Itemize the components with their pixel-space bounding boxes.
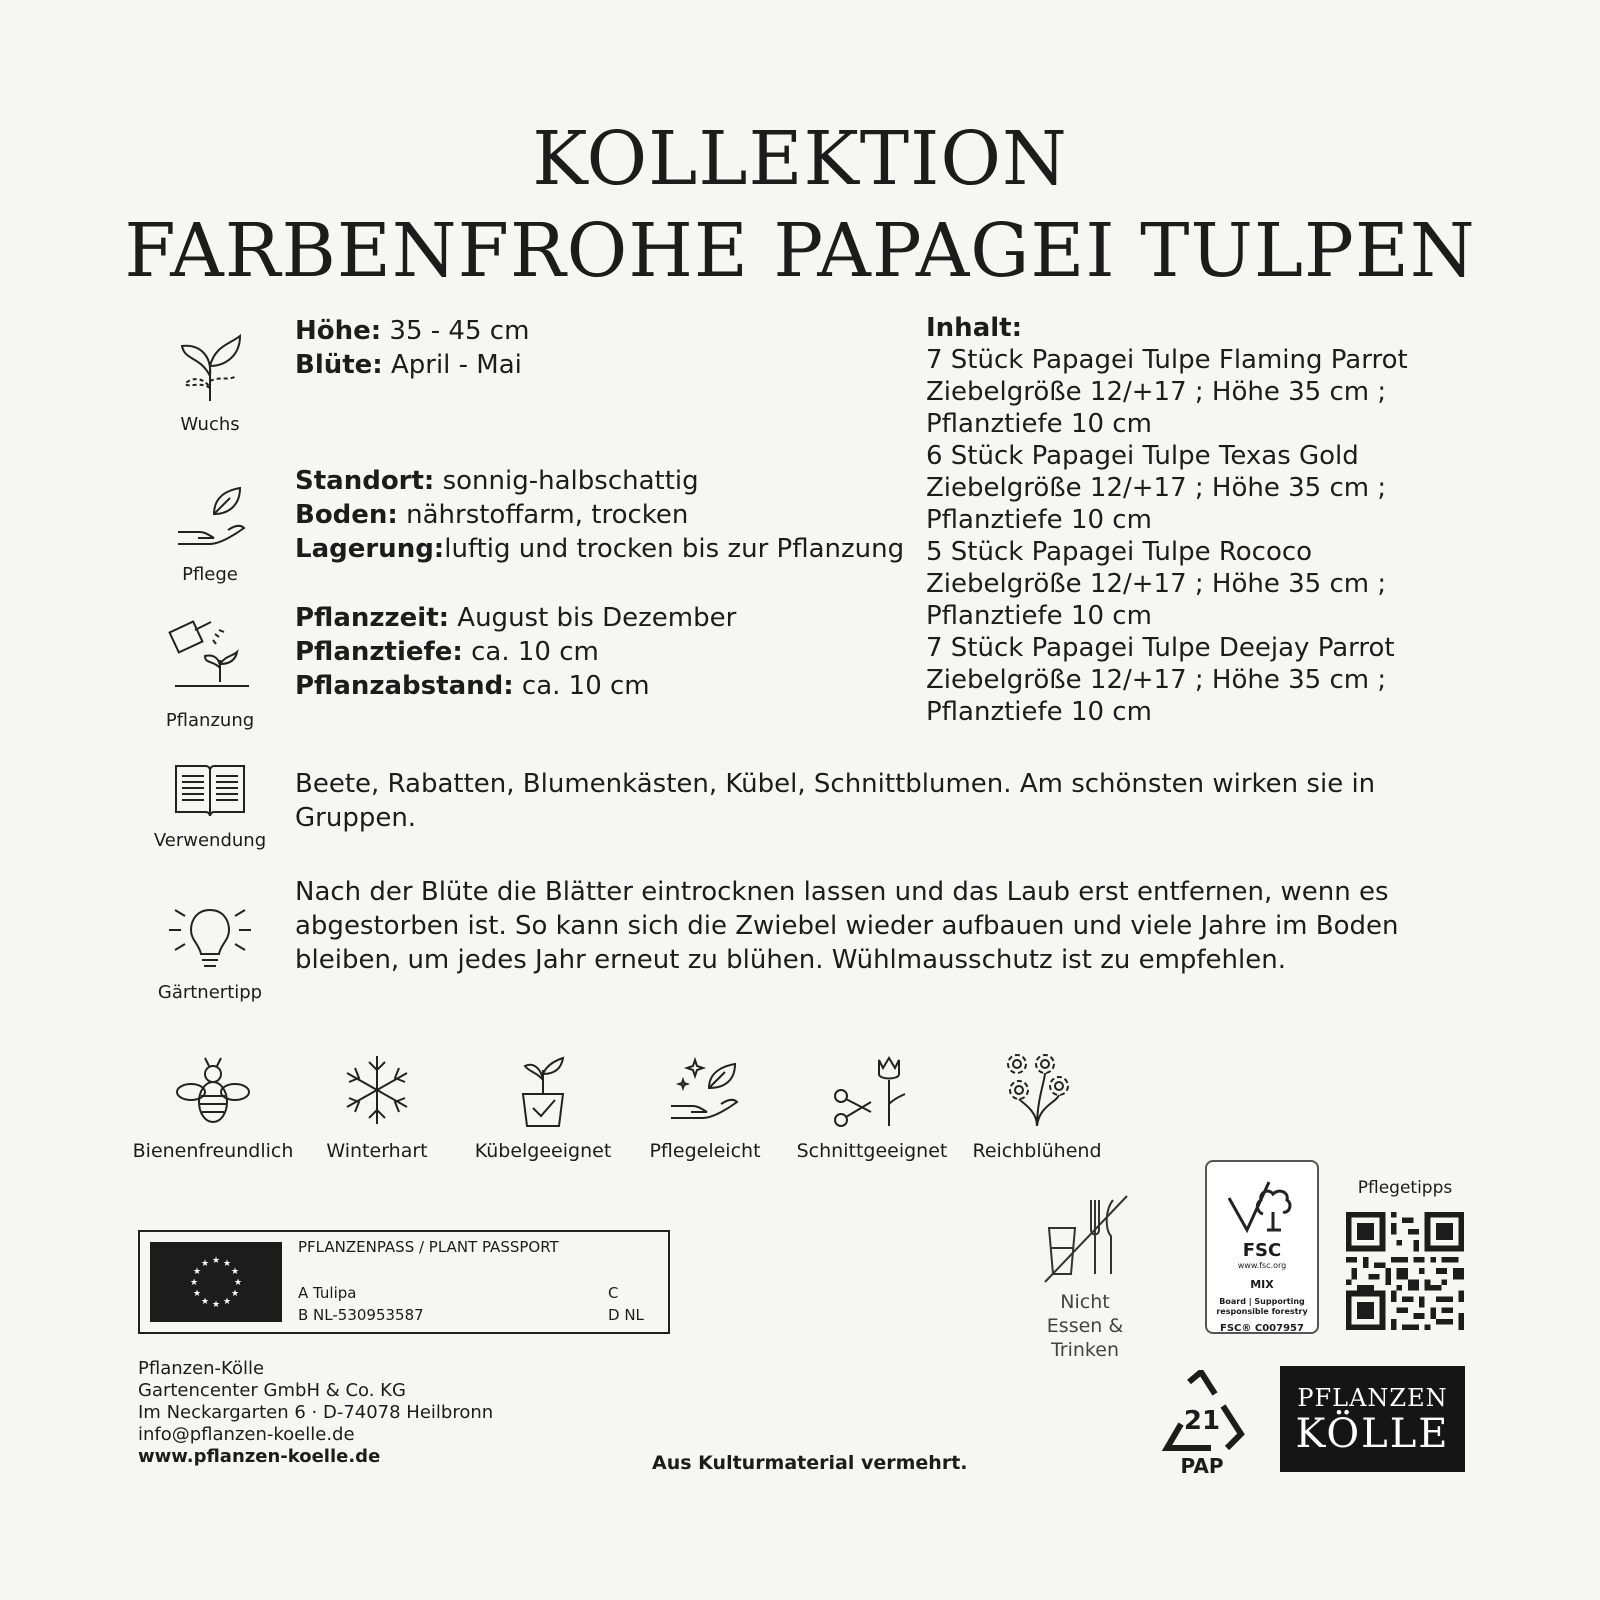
light-bulb-icon bbox=[165, 902, 255, 974]
svg-text:★: ★ bbox=[192, 1289, 202, 1299]
pflanztiefe-value: ca. 10 cm bbox=[462, 637, 599, 667]
gaertnertipp-text: Nach der Blüte die Blätter eintrocknen lassen und das Laub erst entfernen, wenn es abgestorben ist. So kann sich die Zwiebel wieder aufbauen und viele Jahre im Boden bleiben, um jedes Jahr erneut zu blühen. Wühlmausschutz ist zu empfehlen. bbox=[295, 877, 1399, 975]
verwendung-caption: Verwendung bbox=[153, 830, 267, 851]
recycling-code: PAP bbox=[1180, 1454, 1224, 1478]
wuchs-caption: Wuchs bbox=[180, 414, 240, 435]
pflanzzeit-value: August bis Dezember bbox=[449, 603, 737, 633]
boden-label: Boden: bbox=[295, 500, 398, 530]
inhalt-line: Ziebelgröße 12/+17 ; Höhe 35 cm ; bbox=[926, 665, 1387, 695]
inhalt-line: Pflanztiefe 10 cm bbox=[926, 601, 1152, 631]
inhalt-line: Ziebelgröße 12/+17 ; Höhe 35 cm ; bbox=[926, 377, 1387, 407]
inhalt-line: Ziebelgröße 12/+17 ; Höhe 35 cm ; bbox=[926, 473, 1387, 503]
address-line: Im Neckargarten 6 · D-74078 Heilbronn bbox=[138, 1402, 494, 1423]
bee-icon bbox=[173, 1050, 253, 1130]
bluete-value: April - Mai bbox=[382, 350, 522, 380]
inhalt-line: 7 Stück Papagei Tulpe Deejay Parrot bbox=[926, 633, 1395, 663]
fsc-label bbox=[1205, 1160, 1319, 1334]
inhalt-line: Pflanztiefe 10 cm bbox=[926, 697, 1152, 727]
feature-label: Bienenfreundlich bbox=[132, 1140, 294, 1162]
address-line: Pflanzen-Kölle bbox=[138, 1358, 265, 1379]
lagerung-label: Lagerung: bbox=[295, 534, 445, 564]
pflanzabstand-label: Pflanzabstand: bbox=[295, 671, 514, 701]
feature-kuebelgeeignet bbox=[468, 1050, 618, 1162]
gaertnertipp-section-icon bbox=[150, 902, 270, 1003]
wuchs-section-icon bbox=[150, 326, 270, 435]
fsc-code: FSC® C007957 bbox=[1220, 1323, 1304, 1334]
passport-title: PFLANZENPASS / PLANT PASSPORT bbox=[298, 1238, 559, 1256]
inhalt-line: 7 Stück Papagei Tulpe Flaming Parrot bbox=[926, 345, 1408, 375]
svg-text:★: ★ bbox=[230, 1267, 240, 1277]
inhalt-line: 5 Stück Papagei Tulpe Rococo bbox=[926, 537, 1313, 567]
svg-text:★: ★ bbox=[200, 1259, 210, 1269]
hoehe-label: Höhe: bbox=[295, 316, 382, 346]
boden-value: nährstoffarm, trocken bbox=[397, 500, 689, 530]
scissors-tulip-icon bbox=[827, 1050, 917, 1130]
wuchs-details bbox=[295, 314, 529, 382]
svg-text:★: ★ bbox=[211, 1300, 221, 1310]
feature-label: Winterhart bbox=[326, 1140, 428, 1162]
logo-line1: PFLANZEN bbox=[1297, 1384, 1448, 1412]
gaertnertipp-caption: Gärtnertipp bbox=[157, 982, 263, 1003]
feature-label: Pflegeleicht bbox=[649, 1140, 761, 1162]
feature-pflegeleicht bbox=[640, 1050, 770, 1162]
lagerung-value: luftig und trocken bis zur Pflanzung bbox=[444, 534, 905, 564]
qr-code-icon bbox=[1346, 1212, 1464, 1330]
svg-text:★: ★ bbox=[192, 1267, 202, 1277]
not-edible-line1: Nicht bbox=[1060, 1291, 1110, 1313]
inhalt-line: Pflanztiefe 10 cm bbox=[926, 505, 1152, 535]
propagation-notice: Aus Kulturmaterial vermehrt. bbox=[652, 1452, 968, 1474]
fsc-url: www.fsc.org bbox=[1237, 1261, 1287, 1270]
open-book-icon bbox=[170, 760, 250, 822]
qr-code[interactable] bbox=[1346, 1212, 1464, 1330]
address-line: Gartencenter GmbH & Co. KG bbox=[138, 1380, 406, 1401]
fsc-tree-check-icon bbox=[1217, 1168, 1307, 1238]
feature-winterhart bbox=[312, 1050, 442, 1162]
plant-sprout-icon bbox=[170, 326, 250, 406]
watering-can-icon bbox=[165, 612, 255, 702]
title-line-1: KOLLEKTION bbox=[532, 116, 1068, 202]
inhalt-line: Ziebelgröße 12/+17 ; Höhe 35 cm ; bbox=[926, 569, 1387, 599]
pflege-caption: Pflege bbox=[182, 564, 238, 585]
standort-value: sonnig-halbschattig bbox=[434, 466, 699, 496]
fsc-name: FSC bbox=[1242, 1240, 1282, 1261]
fsc-claim2: responsible forestry bbox=[1216, 1307, 1308, 1316]
pflanzung-section-icon bbox=[150, 612, 270, 731]
svg-text:★: ★ bbox=[200, 1297, 210, 1307]
fsc-claim1: Board | Supporting bbox=[1219, 1297, 1305, 1306]
recycling-number: 21 bbox=[1183, 1406, 1221, 1436]
plant-passport bbox=[138, 1230, 670, 1334]
company-address bbox=[138, 1358, 493, 1468]
address-email[interactable]: info@pflanzen-koelle.de bbox=[138, 1424, 355, 1445]
svg-text:★: ★ bbox=[233, 1278, 243, 1288]
inhalt-line: 6 Stück Papagei Tulpe Texas Gold bbox=[926, 441, 1359, 471]
title-line-2: FARBENFROHE PAPAGEI TULPEN bbox=[124, 208, 1476, 294]
svg-text:★: ★ bbox=[222, 1259, 232, 1269]
pflanzung-details bbox=[295, 601, 736, 703]
not-edible-line2: Essen & Trinken bbox=[1046, 1315, 1124, 1361]
pflege-details bbox=[295, 464, 904, 566]
feature-bienenfreundlich bbox=[128, 1050, 298, 1162]
logo-line2: KÖLLE bbox=[1295, 1411, 1450, 1457]
svg-text:★: ★ bbox=[230, 1289, 240, 1299]
eu-stars-icon bbox=[150, 1242, 282, 1322]
pflanzung-caption: Pflanzung bbox=[165, 710, 255, 731]
verwendung-section-icon bbox=[150, 760, 270, 851]
not-edible bbox=[1010, 1190, 1160, 1362]
pflege-section-icon bbox=[150, 484, 270, 585]
inhalt-line: Pflanztiefe 10 cm bbox=[926, 409, 1152, 439]
pot-check-icon bbox=[503, 1050, 583, 1130]
bluete-label: Blüte: bbox=[295, 350, 383, 380]
pflanzzeit-label: Pflanzzeit: bbox=[295, 603, 450, 633]
feature-label: Reichblühend bbox=[972, 1140, 1102, 1162]
standort-label: Standort: bbox=[295, 466, 435, 496]
hand-sparkle-leaf-icon bbox=[665, 1050, 745, 1130]
hoehe-value: 35 - 45 cm bbox=[381, 316, 530, 346]
eu-flag bbox=[150, 1242, 282, 1322]
passport-c: C bbox=[608, 1284, 619, 1302]
pflanzabstand-value: ca. 10 cm bbox=[513, 671, 650, 701]
feature-schnittgeeignet bbox=[792, 1050, 952, 1162]
address-website[interactable]: www.pflanzen-koelle.de bbox=[138, 1446, 381, 1467]
recycling-mark bbox=[1155, 1370, 1249, 1480]
hand-leaf-icon bbox=[170, 484, 250, 556]
flowers-icon bbox=[997, 1050, 1077, 1130]
feature-label: Kübelgeeignet bbox=[474, 1140, 612, 1162]
inhalt-heading: Inhalt: bbox=[926, 313, 1022, 343]
pflanzen-koelle-logo bbox=[1280, 1366, 1465, 1472]
feature-reichbluehend bbox=[962, 1050, 1112, 1162]
passport-d: D NL bbox=[608, 1306, 644, 1324]
pflanztiefe-label: Pflanztiefe: bbox=[295, 637, 463, 667]
snowflake-icon bbox=[337, 1050, 417, 1130]
fsc-mix: MIX bbox=[1250, 1278, 1274, 1291]
svg-text:★: ★ bbox=[211, 1256, 221, 1266]
svg-text:★: ★ bbox=[222, 1297, 232, 1307]
passport-a: A Tulipa bbox=[298, 1284, 357, 1302]
svg-text:★: ★ bbox=[189, 1278, 199, 1288]
feature-label: Schnittgeeignet bbox=[796, 1140, 948, 1162]
verwendung-text: Beete, Rabatten, Blumenkästen, Kübel, Schnittblumen. Am schönsten wirken sie in Gruppen. bbox=[295, 769, 1376, 833]
no-eat-drink-icon bbox=[1035, 1190, 1135, 1286]
qr-label: Pflegetipps bbox=[1357, 1178, 1453, 1198]
passport-b: B NL-530953587 bbox=[298, 1306, 424, 1324]
inhalt-list bbox=[926, 312, 1566, 728]
